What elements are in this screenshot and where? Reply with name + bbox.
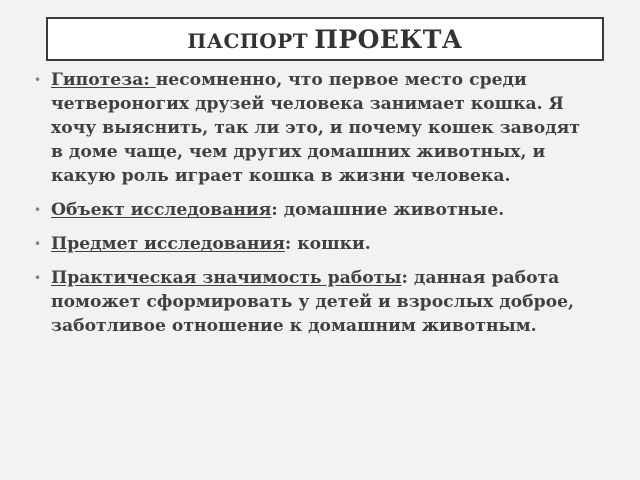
slide-title [187, 25, 462, 54]
bullet-list [34, 68, 594, 348]
slide-title-word-2: ПРОЕКТА [314, 24, 463, 54]
bullet-item-hypothesis [34, 68, 594, 188]
bullet-dot-icon: • [34, 73, 42, 87]
research-subject-label: Предмет исследования [51, 234, 285, 254]
practical-significance-text: : данная работа поможет сформировать у детей и взрослых доброе, заботливое отношение к домашним животным. [51, 268, 574, 336]
slide-title-word-1: ПАСПОРТ [187, 28, 309, 53]
hypothesis-text: несомненно, что первое место среди четвероногих друзей человека занимает кошка. Я хочу выяснить, так ли это, и почему кошек заводят в доме чаще, чем других домашних животных, и какую роль играет кошка в жизни человека. [51, 70, 581, 186]
bullet-dot-icon: • [34, 237, 42, 251]
bullet-dot-icon: • [34, 203, 42, 217]
hypothesis-label: Гипотеза: [51, 70, 156, 90]
research-object-label: Объект исследования [51, 200, 272, 220]
bullet-item-practical-significance [34, 266, 594, 338]
bullet-dot-icon: • [34, 271, 42, 285]
research-subject-text: : кошки. [284, 234, 371, 254]
slide-title-box [46, 17, 604, 61]
bullet-item-research-subject [34, 232, 594, 256]
bullet-item-research-object [34, 198, 594, 222]
research-object-text: : домашние животные. [271, 200, 505, 220]
practical-significance-label: Практическая значимость работы [51, 268, 402, 288]
